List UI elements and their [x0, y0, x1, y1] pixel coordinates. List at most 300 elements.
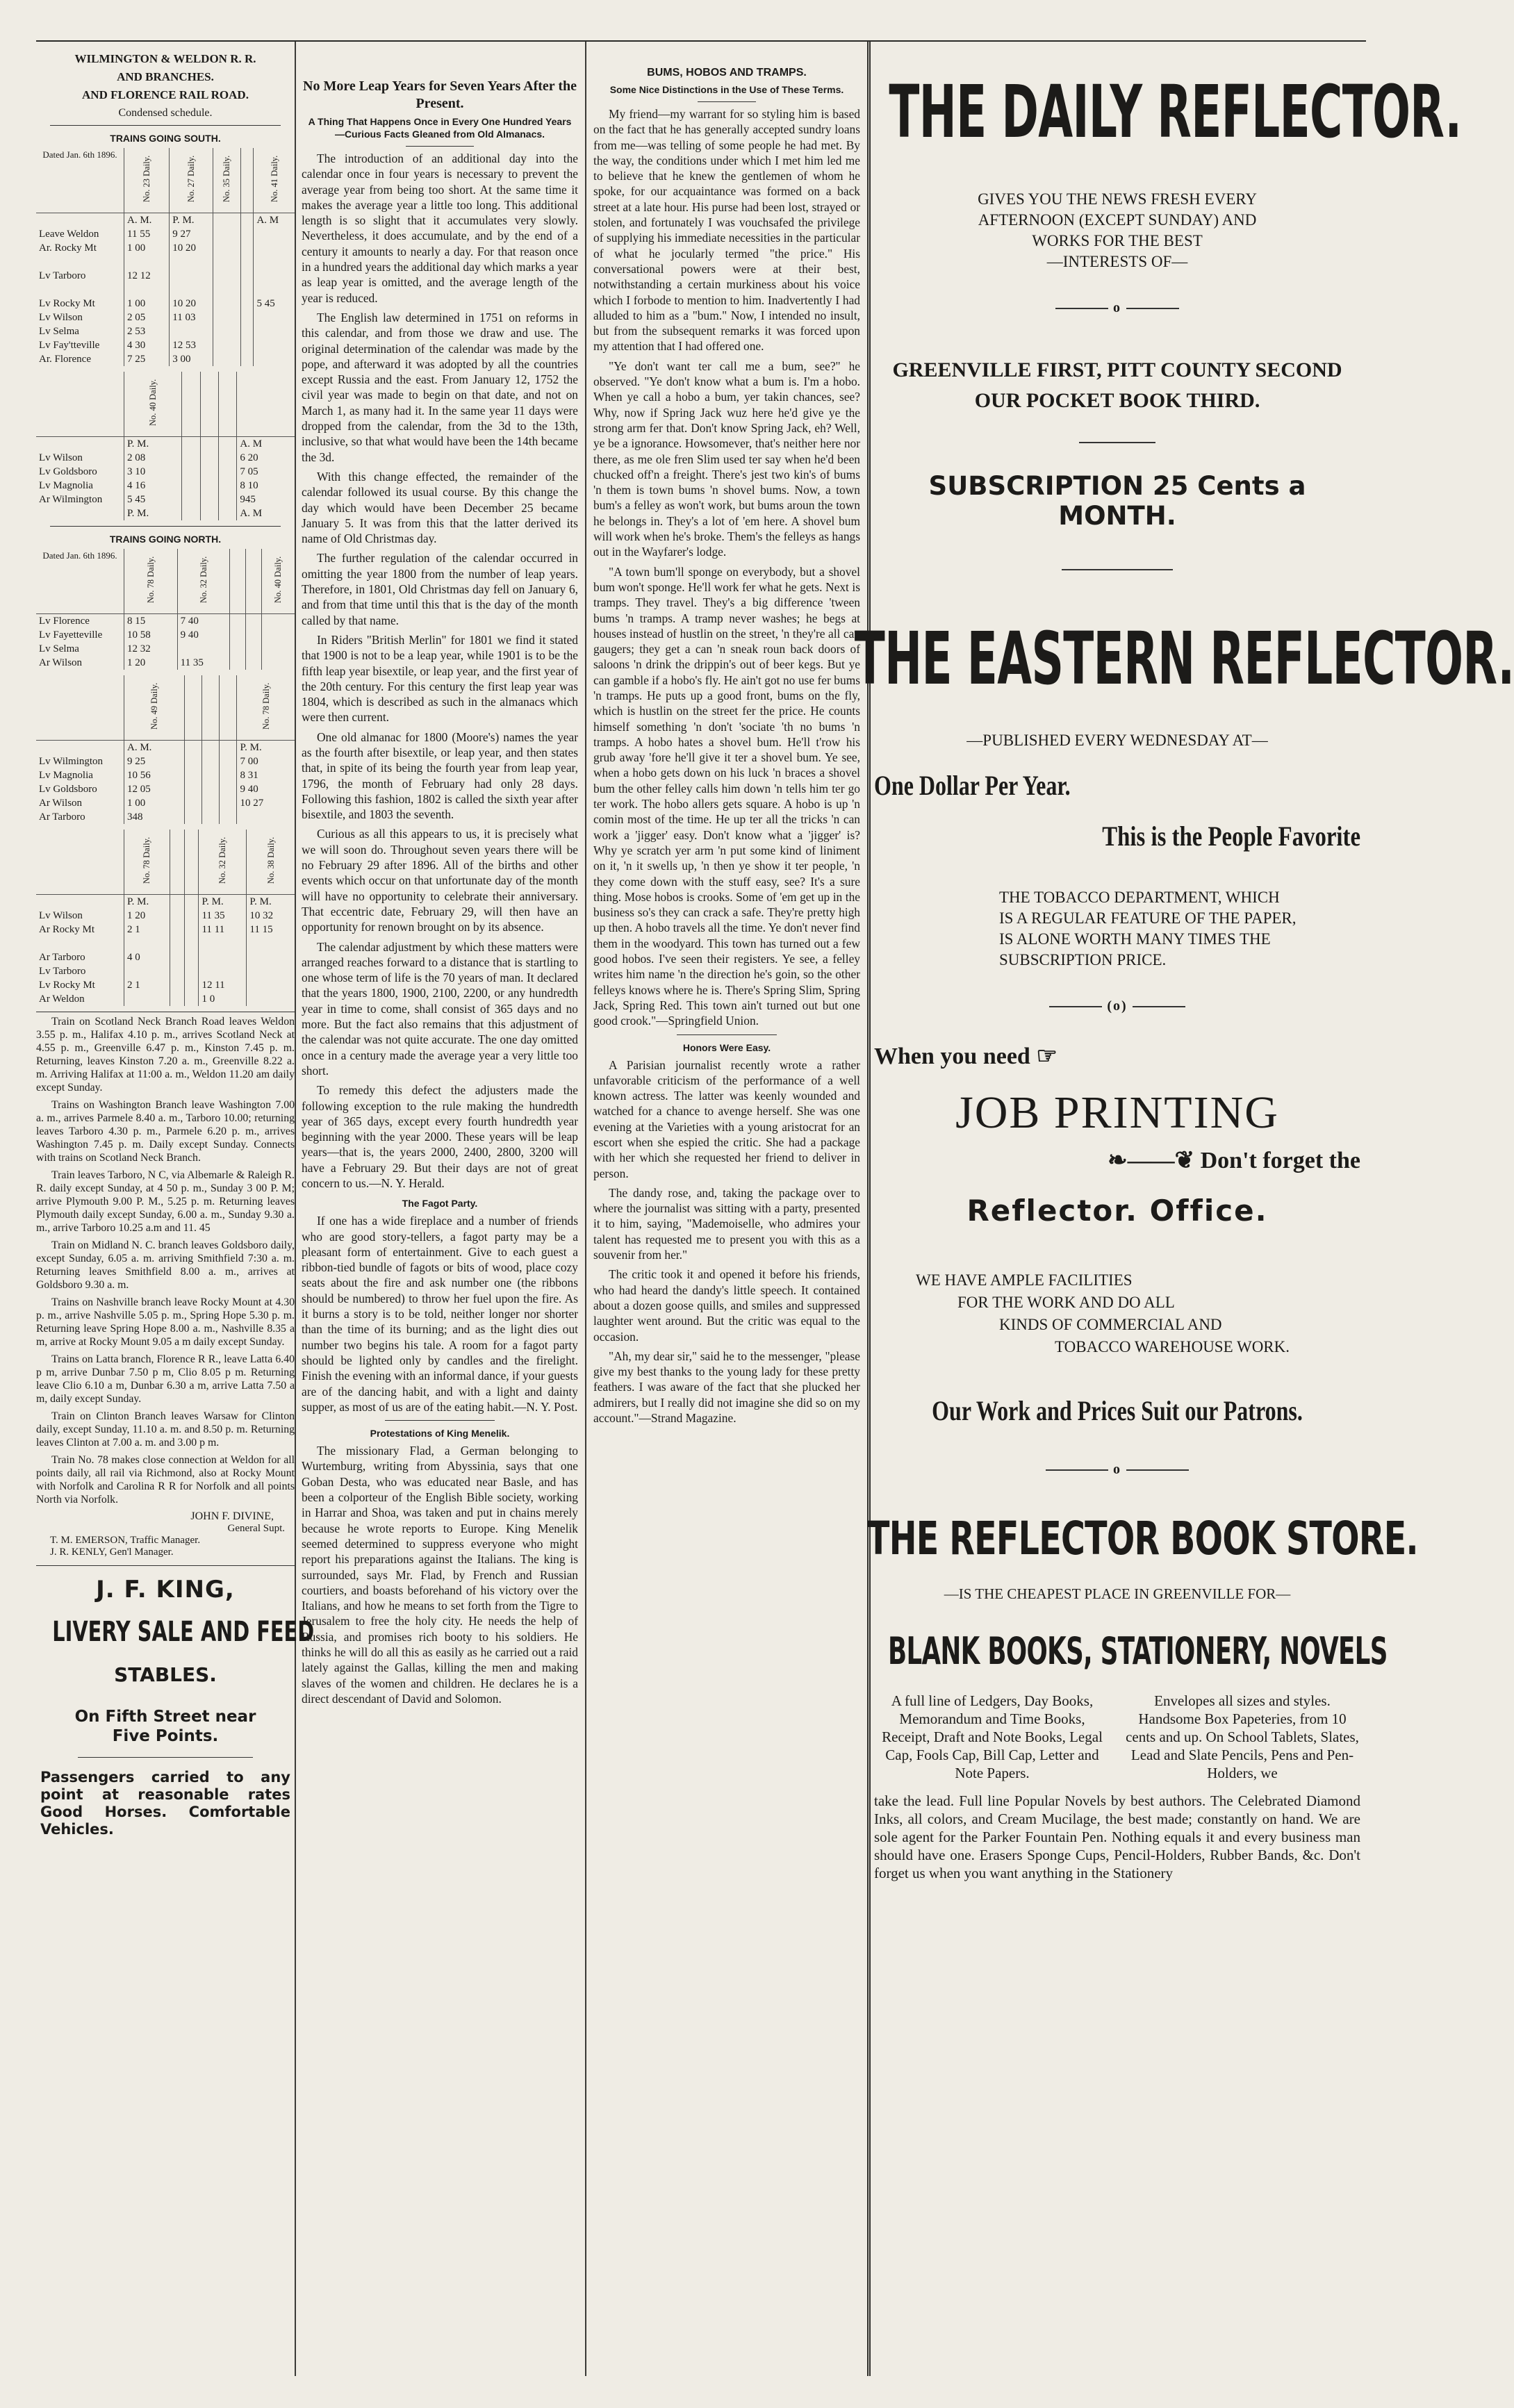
- honors-headline: Honors Were Easy.: [682, 1041, 771, 1053]
- timetable-row: [36, 937, 295, 950]
- time-cell: 11 03: [170, 311, 213, 324]
- time-cell: 2 08: [124, 451, 182, 465]
- time-cell: [213, 227, 241, 241]
- timetable-header: [202, 675, 220, 741]
- time-cell: 7 40: [177, 614, 230, 629]
- time-cell: [182, 506, 200, 520]
- time-cell: [240, 324, 254, 338]
- timetable-row: [36, 950, 295, 964]
- timetable-header: [246, 549, 262, 614]
- time-cell: 3 00: [170, 352, 213, 366]
- time-cell: 3 10: [124, 465, 182, 479]
- time-cell: 1 20: [124, 909, 170, 923]
- station-cell: [36, 506, 124, 520]
- time-cell: [200, 451, 218, 465]
- timetable-header: [219, 372, 237, 437]
- leap-subhead: A Thing That Happens Once in Every One Hundred Years—Curious Facts Gleaned from Old Almanacs.: [308, 116, 572, 140]
- livery-owner: J. F. KING,: [96, 1576, 235, 1603]
- time-cell: 10 56: [124, 768, 185, 782]
- north-timetable: [36, 549, 295, 670]
- time-cell: [185, 754, 202, 768]
- timetable-row: [36, 297, 295, 311]
- timetable-row: [36, 241, 295, 255]
- time-cell: [240, 269, 254, 283]
- time-cell: [184, 992, 199, 1006]
- time-cell: [254, 241, 295, 255]
- facilities-line-1: WE HAVE AMPLE FACILITIES: [916, 1271, 1133, 1289]
- time-cell: P. M.: [124, 506, 182, 520]
- time-cell: [182, 437, 200, 452]
- schedule-note: Condensed schedule.: [118, 107, 213, 119]
- timetable-header: Dated Jan. 6th 1896.: [36, 549, 124, 614]
- time-cell: 1 00: [124, 241, 170, 255]
- time-cell: [170, 269, 213, 283]
- timetable-header: [220, 675, 237, 741]
- time-cell: [219, 437, 237, 452]
- time-cell: P. M.: [124, 437, 182, 452]
- time-cell: 10 58: [124, 628, 178, 642]
- fagot-headline: The Fagot Party.: [402, 1198, 478, 1210]
- bums-paragraph: My friend—my warrant for so styling him is based on the fact that he has generally accepted sundry loans from me—was telling of some people he had met. By the way, the conditions under which I met him led me to believe that he knew the gentlemen of whom he spoke, for our acquaintance was formed on a back street at a late hour. His purse had been lost, strayed or stolen, and fortunately I was vouchsafed the privilege of supplying his immediate necessities in the particular of what he jocularly termed "the price." His conversational powers were at their best, notwithstanding a certain murkiness about his voice which I forbode to mention to him. Inadvertently I had alluded to him as a "bum." Now, I intended no insult, but from the subsequent remarks it was forced upon my attention that I had offered one.: [593, 107, 860, 354]
- time-cell: [254, 269, 295, 283]
- leap-paragraph: To remedy this defect the adjusters made the following exception to the rule making the hundredth year of 365 days, except every fourth hundredth year beginning with the year 2000. These years will be leap years—that is, the years 2000, 2400, 2800, 3200 will have a February 29. But their days are not of great concern to us.—N. Y. Herald.: [302, 1083, 578, 1190]
- time-cell: 2 1: [124, 923, 170, 937]
- book-store-title: THE REFLECTOR BOOK STORE.: [867, 1512, 1418, 1565]
- station-cell: Lv Selma: [39, 643, 79, 654]
- tobacco-line-1: THE TOBACCO DEPARTMENT, WHICH: [999, 889, 1280, 906]
- time-cell: [240, 311, 254, 324]
- railroad-subtitle: AND BRANCHES.: [117, 70, 214, 83]
- time-cell: 9 40: [237, 782, 295, 796]
- livery-location: On Fifth Street near Five Points.: [74, 1708, 256, 1745]
- time-cell: [199, 937, 247, 950]
- stationery-list-right: Envelopes all sizes and styles. Handsome Box Papeteries, from 10 cents and up. On School Tablets, Slates, Lead and Slate Pencils, Pens and Pen-Holders, we: [1126, 1692, 1359, 1781]
- facilities-line-4: TOBACCO WAREHOUSE WORK.: [1055, 1338, 1290, 1355]
- time-cell: 11 15: [247, 923, 295, 937]
- time-cell: [247, 964, 295, 978]
- time-cell: [170, 964, 184, 978]
- time-cell: [261, 642, 295, 656]
- time-cell: [213, 241, 241, 255]
- time-cell: A. M: [237, 437, 295, 452]
- railroad-note: Train on Scotland Neck Branch Road leaves Weldon 3.55 p. m., Halifax 4.10 p. m., arrives Scotland Neck at 4.55 p. m., Greenville 6.47 p. m., Kinston 7.45 p. m. Returning, leaves Kinston 7.20 a. m., Greenville 8.22 a. m. Arriving Halifax at 11:00 a. m., Weldon 11.20 am daily except Sunday.: [36, 1016, 295, 1094]
- railroad-subtitle-2: AND FLORENCE RAIL ROAD.: [82, 88, 249, 101]
- time-cell: [199, 950, 247, 964]
- timetable-header: No. 35 Daily.: [213, 148, 241, 213]
- time-cell: [240, 227, 254, 241]
- timetable-row: [36, 895, 295, 909]
- station-cell: Ar Tarboro: [39, 952, 85, 963]
- time-cell: [202, 768, 220, 782]
- when-you-need: When you need ☞: [874, 1044, 1058, 1069]
- time-cell: [219, 479, 237, 493]
- station-cell: [36, 741, 124, 755]
- time-cell: [170, 909, 184, 923]
- daily-reflector-title: THE DAILY REFLECTOR.: [889, 69, 1462, 154]
- leap-paragraph: Curious as all this appears to us, it is precisely what we will soon do. Throughout seven years there will be no February 29 after 1896. All of the births and other events which occur on that unfortunate day of the month will have no opportunity to celebrate their anniversary. That eccentric date, February 29, will then have an opportunity for renown brought on by its absence.: [302, 827, 578, 934]
- timetable-row: [36, 768, 295, 782]
- time-cell: 6 20: [237, 451, 295, 465]
- time-cell: [219, 465, 237, 479]
- time-cell: [170, 978, 184, 992]
- stationery-closing: take the lead. Full line Popular Novels by best authors. The Celebrated Diamond Inks, all colors, and Cream Mucilage, the best made; constantly on hand. We are sole agent for the Parker Fountain Pen. Nothing equals it and every business man should have one. Erasers Sponge Cups, Pencil-Holders, Rubber Bands, &c. Don't forget us when you want anything in the Stationery: [874, 1792, 1360, 1881]
- timetable-row: [36, 782, 295, 796]
- livery-tagline: Passengers carried to any point at reasonable rates Good Horses. Comfortable Vehicles.: [40, 1769, 290, 1838]
- menelik-headline: Protestations of King Menelik.: [370, 1428, 510, 1440]
- timetable-header: [36, 675, 124, 741]
- time-cell: 10 27: [237, 796, 295, 810]
- timetable-header: No. 27 Daily.: [170, 148, 213, 213]
- timetable-header: No. 40 Daily.: [124, 372, 182, 437]
- time-cell: [170, 923, 184, 937]
- time-cell: [247, 950, 295, 964]
- time-cell: [230, 614, 246, 629]
- station-cell: [36, 437, 124, 452]
- daily-tagline-2: AFTERNOON (EXCEPT SUNDAY) AND: [978, 211, 1257, 229]
- official-name: JOHN F. DIVINE,: [190, 1510, 274, 1522]
- ornament-rule-3: [874, 561, 1360, 577]
- time-cell: [219, 506, 237, 520]
- time-cell: 12 53: [170, 338, 213, 352]
- station-cell: Lv Magnolia: [39, 480, 93, 491]
- station-cell: Lv Florence: [39, 616, 90, 627]
- time-cell: [213, 352, 241, 366]
- time-cell: 11 11: [199, 923, 247, 937]
- timetable-row: [36, 451, 295, 465]
- time-cell: [124, 992, 170, 1006]
- timetable-row: [36, 324, 295, 338]
- time-cell: [184, 964, 199, 978]
- timetable-header: No. 78 Daily.: [124, 549, 178, 614]
- time-cell: [200, 465, 218, 479]
- time-cell: [240, 255, 254, 269]
- time-cell: [184, 937, 199, 950]
- station-cell: Lv Selma: [39, 326, 79, 337]
- time-cell: [184, 950, 199, 964]
- timetable-header: [230, 549, 246, 614]
- station-cell: Lv Tarboro: [39, 270, 86, 281]
- railroad-note: Train No. 78 makes close connection at Weldon for all points daily, all rail via Richmond, also at Rocky Mount with Norfolk and Carolina R R for Norfolk and all points North via Norfolk.: [36, 1454, 295, 1506]
- time-cell: 2 53: [124, 324, 170, 338]
- time-cell: 10 20: [170, 241, 213, 255]
- daily-tagline-1: GIVES YOU THE NEWS FRESH EVERY: [978, 190, 1257, 208]
- leap-article-body: [302, 151, 578, 1191]
- timetable-row: [36, 656, 295, 670]
- time-cell: A. M.: [124, 213, 170, 228]
- time-cell: 8 31: [237, 768, 295, 782]
- time-cell: [220, 782, 237, 796]
- south-heading: TRAINS GOING SOUTH.: [110, 133, 221, 144]
- leap-paragraph: In Riders "British Merlin" for 1801 we find it stated that 1900 is not to be a leap year, while 1901 is to be the fifth leap year bisextile, or leap year, and the first year of the 20th century. For this century the first leap year was 1804, which is described as such in the almanacs which were then current.: [302, 632, 578, 725]
- time-cell: [170, 992, 184, 1006]
- timetable-header: No. 78 Daily.: [237, 675, 295, 741]
- time-cell: 945: [237, 493, 295, 506]
- railroad-note: Train on Midland N. C. branch leaves Goldsboro daily, except Sunday, 6.05 a. m. arriving Smithfield 7:30 a. m. Returning leaves Smithfield 8.00 a. m., arrives at Goldsboro 9.30 a. m.: [36, 1239, 295, 1291]
- facilities-line-3: KINDS OF COMMERCIAL AND: [999, 1316, 1222, 1333]
- bums-paragraph: "Ye don't want ter call me a bum, see?" he observed. "Ye don't know what a bum is. I'm a hobo. When ye call a hobo a bum, yer takin chances, see? Why, now if Spring Jack wuz here he'd give ye the strong arm fer that. Don't know Spring Jack, eh? Well, ye be a ignorance. Howsomever, that's neither here nor there, as me ole fren Slim used ter say when he'd been chucked off'n a freight. There's jest two kin's of bums 'n them is town bums 'n shovel bums. Now, a town bum's a felley as won't work, but bums aroun the town he belongs in. They's a lot of 'em here. A shovel bum will work when he's broke. Them's the felleys as hangs out in the Wayfarer's lodge.: [593, 358, 860, 559]
- time-cell: 12 32: [124, 642, 178, 656]
- time-cell: [124, 937, 170, 950]
- time-cell: [170, 283, 213, 297]
- time-cell: [247, 937, 295, 950]
- station-cell: Lv Fayetteville: [39, 629, 103, 641]
- newspaper-page: [36, 40, 1514, 2376]
- ornament-rule-5: o: [874, 1462, 1360, 1478]
- time-cell: [182, 479, 200, 493]
- time-cell: [213, 338, 241, 352]
- bums-paragraph: "A town bum'll sponge on everybody, but a shovel bum won't sponge. He'll work fer what he gets. Next is tramps. They travel. They's a big difference 'tween bums 'n tramps. A tramp never washes; he begs at houses instead of hustlin on the street, 'n they're all can gaugers; they get a can 'n sneak roun back doors of saloons 'n drink the drippin's out of beer kegs. But ye can gamble if a hobo's fly. He ain't got no use fer bums 'n tramps. He puts up a good front, bums on the fly, which is hustlin on the street fer the price. He counts himself something 'n don't 'sociate 'th no bums 'n tramps. A hobo hates a shovel bum. He'll t'row his grub away 'fore he'll give it ter a shovel bum. Ye see, when a hobo gets down on his luck 'n braces a shovel bum the other felley calls him down 'n tells him ter go ter work. The hobo allers gets square. A hobo is up 'n comin most of the time. He up ter all the tricks 'n can work a 'jigger' easy. Don't know what a 'jigger' is? Why ye scratch yer arm 'n put some kind of liniment on it, 'n it swells up, 'n then ye show it ter people, 'n they come down with the stuff easy, see? It's a sure thing. Mose hobos is crooks. Some of 'em get up in the business so's they can crack a safe. They're pretty high up then. A hobo travels all the time. Ye don't never find them in the woodyard. This town has turned out a few good hobos. I've seen their registers. Ye see, a felley writes him name 'n the direction he's goin, so the other felleys knows where he is. There's Spring Slim, Spring Jack, Spring Red. This town ain't turned out but one good crook."—Springfield Union.: [593, 564, 860, 1028]
- time-cell: 8 15: [124, 614, 178, 629]
- stationery-list-left: A full line of Ledgers, Day Books, Memorandum and Time Books, Receipt, Draft and Note Books, Legal Cap, Fools Cap, Bill Cap, Letter and Note Papers.: [882, 1692, 1103, 1781]
- timetable-header: [240, 148, 254, 213]
- time-cell: [185, 782, 202, 796]
- honors-paragraph: "Ah, my dear sir," said he to the messenger, "please give my best thanks to the young lady for these pretty feathers. I was aware of the fact that she plucked her admirers, but I really did not imagine she did so on my account."—Strand Magazine.: [593, 1349, 860, 1426]
- time-cell: [246, 656, 262, 670]
- timetable-header: [200, 372, 218, 437]
- ornament-rule-2: [874, 434, 1360, 450]
- leap-paragraph: With this change effected, the remainder of the calendar followed its usual course. By this change the day which would have been December 25 became January 5. It was from this that the latter derived its name of Old Christmas day.: [302, 469, 578, 546]
- time-cell: 12 05: [124, 782, 185, 796]
- time-cell: [199, 964, 247, 978]
- time-cell: 9 27: [170, 227, 213, 241]
- time-cell: [185, 768, 202, 782]
- time-cell: [254, 283, 295, 297]
- time-cell: [170, 895, 184, 909]
- leap-paragraph: The introduction of an additional day into the calendar once in four years is necessary to prevent the average year from being too short. At the same time it makes the average year a little too long. This additional length is so slight that it accumulates very slowly. Nevertheless, it does accumulate, and by the end of a century it amounts to nearly a day. For that reason once in a hundred years the additional day which marks a year as leap year is omitted, and the average length of the year is reduced.: [302, 151, 578, 305]
- north-heading: TRAINS GOING NORTH.: [109, 534, 222, 545]
- railroad-note: Train on Clinton Branch leaves Warsaw for Clinton daily, except Sunday, 11.10 a. m. and 8.50 p. m. Returning leaves Clinton at 7.00 a. m. and 3.00 p m.: [36, 1410, 295, 1449]
- timetable-row: [36, 352, 295, 366]
- leap-headline: No More Leap Years for Seven Years After the Present.: [303, 79, 577, 111]
- time-cell: [219, 451, 237, 465]
- timetable-row: [36, 810, 295, 824]
- station-cell: Lv Goldsboro: [39, 784, 97, 795]
- time-cell: [240, 338, 254, 352]
- timetable-row: [36, 614, 295, 629]
- time-cell: [200, 437, 218, 452]
- time-cell: [202, 796, 220, 810]
- time-cell: [230, 656, 246, 670]
- timetable-row: [36, 311, 295, 324]
- livery-title: LIVERY SALE AND FEED: [52, 1616, 315, 1648]
- honors-paragraph: The critic took it and opened it before his friends, who had heard the dandy's little speech. It contained about a dozen goose quills, and smiles and suppressed laughter went around. But the critic was equal to the occasion.: [593, 1267, 860, 1344]
- time-cell: [170, 324, 213, 338]
- leap-paragraph: The further regulation of the calendar occurred in omitting the year 1800 from the number of leap years. Therefore, in 1801, Old Christmas day fell on January 6, and from that time until this that is the day of the month called by that name.: [302, 551, 578, 627]
- general-manager: J. R. KENLY, Gen'l Manager.: [50, 1547, 174, 1558]
- station-cell: Ar Weldon: [39, 993, 85, 1005]
- railroad-notes: [36, 1015, 295, 1506]
- time-cell: [220, 768, 237, 782]
- timetable-header: Dated Jan. 6th 1896.: [36, 148, 124, 213]
- station-cell: Lv Rocky Mt: [39, 980, 95, 991]
- timetable-header: [184, 830, 199, 895]
- timetable-row: [36, 269, 295, 283]
- time-cell: [219, 493, 237, 506]
- station-cell: Ar Rocky Mt: [39, 924, 94, 935]
- time-cell: [200, 506, 218, 520]
- time-cell: [240, 283, 254, 297]
- time-cell: 10 20: [170, 297, 213, 311]
- time-cell: 7 00: [237, 754, 295, 768]
- slogan-line-1: GREENVILLE FIRST, PITT COUNTY SECOND: [892, 358, 1342, 381]
- time-cell: 4 16: [124, 479, 182, 493]
- timetable-header: No. 78 Daily.: [124, 830, 170, 895]
- job-printing: JOB PRINTING: [955, 1087, 1279, 1138]
- time-cell: [124, 255, 170, 269]
- time-cell: [124, 964, 170, 978]
- flourish-icon: ❧――❦: [1108, 1148, 1195, 1173]
- time-cell: [246, 628, 262, 642]
- livery-stables: STABLES.: [114, 1663, 217, 1686]
- timetable-header: No. 41 Daily.: [254, 148, 295, 213]
- time-cell: [213, 269, 241, 283]
- time-cell: [220, 741, 237, 755]
- station-cell: [36, 213, 124, 228]
- time-cell: [261, 614, 295, 629]
- time-cell: 5 45: [254, 297, 295, 311]
- time-cell: [254, 255, 295, 269]
- honors-paragraph: The dandy rose, and, taking the package over to where the journalist was sitting with a party, presented it to him, saying, "Mademoiselle, who admires your talent has requested me to present you with this as a souvenir from her.": [593, 1185, 860, 1262]
- eastern-favorite: This is the People Favorite: [1102, 820, 1360, 852]
- timetable-row: [36, 754, 295, 768]
- time-cell: [202, 782, 220, 796]
- eastern-tagline: —PUBLISHED EVERY WEDNESDAY AT—: [966, 732, 1268, 749]
- ornament-rule: o: [874, 300, 1360, 316]
- time-cell: [185, 810, 202, 824]
- bums-subhead: Some Nice Distinctions in the Use of These Terms.: [609, 84, 844, 95]
- time-cell: [220, 754, 237, 768]
- timetable-header: No. 40 Daily.: [261, 549, 295, 614]
- time-cell: [213, 324, 241, 338]
- time-cell: 11 55: [124, 227, 170, 241]
- timetable-header: [182, 372, 200, 437]
- time-cell: [182, 493, 200, 506]
- timetable-header: [185, 675, 202, 741]
- time-cell: [247, 992, 295, 1006]
- station-cell: [36, 283, 124, 297]
- eastern-reflector-title: THE EASTERN REFLECTOR.: [854, 616, 1514, 701]
- time-cell: [170, 255, 213, 269]
- facilities-line-2: FOR THE WORK AND DO ALL: [957, 1294, 1175, 1311]
- time-cell: [254, 352, 295, 366]
- bums-article-body: [593, 106, 860, 1029]
- time-cell: 1 0: [199, 992, 247, 1006]
- slogan-line-2: OUR POCKET BOOK THIRD.: [974, 389, 1260, 412]
- honors-paragraph: A Parisian journalist recently wrote a rather unfavorable criticism of the performance of a well known actress. The latter was keenly wounded and watched for a chance to avenge herself. She was one evening at the Varieties with a young aristocrat for an escort when she espied the critic. She had a package with her which she requested her friend to deliver in person.: [593, 1057, 860, 1180]
- timetable-row: [36, 338, 295, 352]
- time-cell: [246, 642, 262, 656]
- time-cell: [184, 895, 199, 909]
- north-timetable-2: [36, 675, 295, 824]
- daily-tagline-3: WORKS FOR THE BEST: [1032, 232, 1203, 249]
- timetable-row: [36, 493, 295, 506]
- time-cell: [200, 493, 218, 506]
- station-cell: Lv Goldsboro: [39, 466, 97, 477]
- eastern-price: One Dollar Per Year.: [874, 770, 1071, 801]
- reflector-ads-column: [854, 51, 1514, 1882]
- station-cell: Ar. Rocky Mt: [39, 242, 97, 254]
- station-cell: Ar. Florence: [39, 354, 91, 365]
- work-and-prices: Our Work and Prices Suit our Patrons.: [932, 1395, 1303, 1426]
- station-cell: Lv Wilson: [39, 452, 83, 463]
- time-cell: [254, 338, 295, 352]
- time-cell: [220, 810, 237, 824]
- tobacco-line-2: IS A REGULAR FEATURE OF THE PAPER,: [999, 909, 1297, 927]
- station-cell: [36, 895, 124, 909]
- menelik-text: The missionary Flad, a German belonging to Wurtemburg, writing from Abyssinia, says that one Goban Desta, who was educated near Basle, and has been a colporteur of the English Bible society, working in Harrar and Shoa, was taken and put in chains merely because he wrote reports to Europe. King Menelik seemed determined to suppress everyone who might report his preparations against the Italians. The king is surrounded, says Mr. Flad, by French and Russian courtiers, and boasts beforehand of his victory over the Italians, and how he means to set forth from the Tigre to Jerusalem to free the holy city. He needs the help of Russia, and promises rich booty to his soldiers. He thinks he will do all this as easily as he carried out a raid lately against the Gallas, killing the men and making slaves of the women and children. He declares he is a direct descendant of David and Solomon.: [302, 1444, 578, 1706]
- time-cell: [213, 297, 241, 311]
- bums-headline: BUMS, HOBOS AND TRAMPS.: [647, 67, 807, 79]
- time-cell: [213, 255, 241, 269]
- bums-column: [585, 51, 869, 1430]
- time-cell: [254, 227, 295, 241]
- timetable-header: No. 49 Daily.: [124, 675, 185, 741]
- station-cell: Ar Tarboro: [39, 811, 85, 823]
- time-cell: [240, 297, 254, 311]
- time-cell: A. M: [254, 213, 295, 228]
- leap-year-column: [295, 51, 585, 1710]
- time-cell: P. M.: [199, 895, 247, 909]
- time-cell: [185, 741, 202, 755]
- south-timetable: [36, 148, 295, 366]
- time-cell: [240, 352, 254, 366]
- time-cell: 8 10: [237, 479, 295, 493]
- timetable-header: [237, 372, 295, 437]
- station-cell: Lv Fay'tteville: [39, 340, 100, 351]
- time-cell: P. M.: [247, 895, 295, 909]
- time-cell: [200, 479, 218, 493]
- leap-paragraph: The calendar adjustment by which these matters were arranged reaches forward to a distance that is startling to one whose term of life is the 70 years of man. It declared that the years 1800, 1900, 2100, 2200, or any hundredth year in time to come, shall consist of 365 days and no more. But the fact also remains that this adjustment of the calendar was not quite accurate. The one day omitted once in a century made the average year a very little too short.: [302, 939, 578, 1078]
- time-cell: 7 25: [124, 352, 170, 366]
- north-timetable-3: [36, 830, 295, 1006]
- book-store-tagline: —IS THE CHEAPEST PLACE IN GREENVILLE FOR—: [944, 1585, 1291, 1602]
- time-cell: 10 32: [247, 909, 295, 923]
- timetable-row: [36, 213, 295, 228]
- station-cell: Lv Magnolia: [39, 770, 93, 781]
- time-cell: [185, 796, 202, 810]
- time-cell: [124, 283, 170, 297]
- time-cell: [177, 642, 230, 656]
- time-cell: [230, 628, 246, 642]
- time-cell: 7 05: [237, 465, 295, 479]
- leap-paragraph: The English law determined in 1751 on reforms in this calendar, and from those we draw and use. The original determination of the calendar was made by the pope, and afterward it was adopted by all the countries except Russia and the east. From January 12, 1752 the civil year was made to begin on that date, and not on March 1, as many had it. In the same year 11 days were dropped from the calendar, from the 3d to the 13th, inclusive, so that what would have been the 14th became the 3d.: [302, 310, 578, 464]
- timetable-header: No. 38 Daily.: [247, 830, 295, 895]
- subscription-price: SUBSCRIPTION 25 Cents a MONTH.: [928, 471, 1306, 531]
- time-cell: [213, 283, 241, 297]
- time-cell: 4 30: [124, 338, 170, 352]
- timetable-header: No. 32 Daily.: [199, 830, 247, 895]
- time-cell: [240, 241, 254, 255]
- blank-books-title: BLANK BOOKS, STATIONERY, NOVELS: [888, 1629, 1388, 1673]
- station-cell: Lv Tarboro: [39, 966, 86, 977]
- station-cell: Lv Wilson: [39, 910, 83, 921]
- railroad-title: WILMINGTON & WELDON R. R.: [74, 52, 256, 65]
- timetable-row: [36, 923, 295, 937]
- timetable-row: [36, 964, 295, 978]
- time-cell: 9 25: [124, 754, 185, 768]
- timetable-header: [36, 372, 124, 437]
- timetable-header: No. 23 Daily.: [124, 148, 170, 213]
- tobacco-line-3: IS ALONE WORTH MANY TIMES THE: [999, 930, 1271, 948]
- time-cell: [182, 451, 200, 465]
- station-cell: Ar Wilson: [39, 657, 83, 668]
- time-cell: [254, 324, 295, 338]
- timetable-row: [36, 741, 295, 755]
- station-cell: Lv Wilmington: [39, 756, 104, 767]
- time-cell: [202, 754, 220, 768]
- station-cell: Lv Rocky Mt: [39, 298, 95, 309]
- time-cell: [220, 796, 237, 810]
